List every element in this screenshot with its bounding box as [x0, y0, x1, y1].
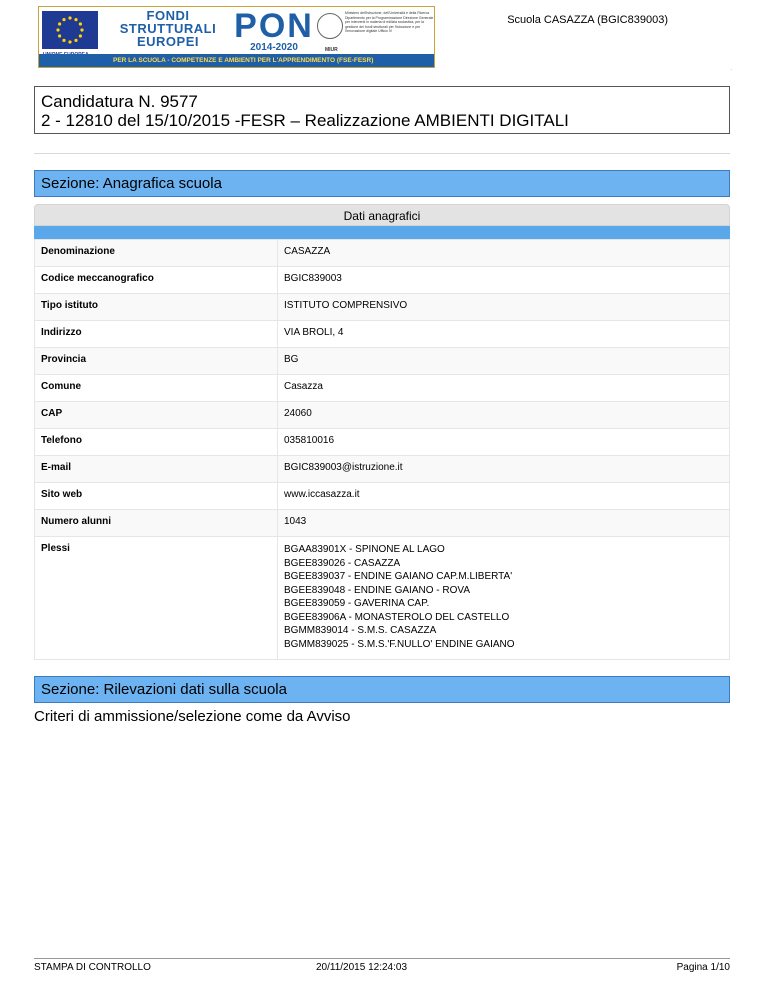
row-value: ISTITUTO COMPRENSIVO: [278, 294, 730, 321]
plesso-item: BGEE83906A - MONASTEROLO DEL CASTELLO: [284, 611, 510, 623]
anagrafica-table: [34, 204, 730, 660]
table-row: [35, 240, 730, 267]
header-dot: .: [730, 66, 732, 72]
footer-print-label: STAMPA DI CONTROLLO: [34, 962, 151, 973]
pon-logo: [219, 9, 329, 53]
row-label: Numero alunni: [35, 510, 278, 537]
row-label: Indirizzo: [35, 321, 278, 348]
banner-strip: PER LA SCUOLA - COMPETENZE E AMBIENTI PER L'APPRENDIMENTO (FSE-FESR): [39, 54, 434, 67]
title-line-2: 2 - 12810 del 15/10/2015 -FESR – Realizzazione AMBIENTI DIGITALI: [41, 111, 569, 130]
footer-page-number: Pagina 1/10: [676, 962, 730, 973]
table-row: [35, 321, 730, 348]
table-row: [35, 483, 730, 510]
row-value: VIA BROLI, 4: [278, 321, 730, 348]
row-label: Tipo istituto: [35, 294, 278, 321]
plesso-item: BGEE839048 - ENDINE GAIANO - ROVA: [284, 584, 470, 596]
row-label: Telefono: [35, 429, 278, 456]
pon-banner-logo: [38, 6, 435, 68]
row-value: BG: [278, 348, 730, 375]
miur-label: MIUR: [325, 47, 338, 53]
candidatura-title-box: [34, 86, 730, 134]
table-row: [35, 294, 730, 321]
table-row: [35, 510, 730, 537]
table-row: [35, 267, 730, 294]
row-label: Provincia: [35, 348, 278, 375]
fondi-strutturali-text: FONDI STRUTTURALI EUROPEI: [119, 8, 217, 49]
row-label: Denominazione: [35, 240, 278, 267]
row-label: Comune: [35, 375, 278, 402]
row-value: BGIC839003: [278, 267, 730, 294]
table-row: [35, 456, 730, 483]
section-header-rilevazioni: Sezione: Rilevazioni dati sulla scuola: [34, 676, 730, 703]
footer-timestamp: 20/11/2015 12:24:03: [316, 962, 408, 973]
table-row: [35, 348, 730, 375]
criteria-text: Criteri di ammissione/selezione come da Avviso: [34, 708, 351, 725]
row-label: CAP: [35, 402, 278, 429]
row-value: CASAZZA: [278, 240, 730, 267]
table-row: [35, 375, 730, 402]
row-label: Plessi: [35, 537, 278, 660]
table-row: [35, 429, 730, 456]
row-value: 1043: [278, 510, 730, 537]
plesso-item: BGEE839059 - GAVERINA CAP.: [284, 598, 430, 609]
plesso-item: BGAA83901X - SPINONE AL LAGO: [284, 544, 445, 555]
row-value: 24060: [278, 402, 730, 429]
table-caption: Dati anagrafici: [34, 204, 730, 226]
row-value: BGIC839003@istruzione.it: [278, 456, 730, 483]
ministry-text: Ministero dell'Istruzione, dell'Università e della Ricerca Dipartimento per la Programmazione Direzione Generale per interventi in materia di edilizia scolastica, per la gestione dei fondi strutturali per l'istruzione e per l'innovazione digitale Ufficio IV: [345, 11, 434, 33]
row-label: Codice meccanografico: [35, 267, 278, 294]
pon-text: PON: [234, 7, 314, 45]
row-label: E-mail: [35, 456, 278, 483]
table-row: [35, 402, 730, 429]
row-value: www.iccasazza.it: [278, 483, 730, 510]
table-row-plessi: [35, 537, 730, 660]
plesso-item: BGEE839037 - ENDINE GAIANO CAP.M.LIBERTA': [284, 571, 513, 582]
section-header-anagrafica: Sezione: Anagrafica scuola: [34, 170, 730, 197]
footer-divider: [34, 958, 730, 959]
plesso-item: BGMM839025 - S.M.S.'F.NULLO' ENDINE GAIANO: [284, 638, 515, 650]
plesso-item: BGEE839026 - CASAZZA: [284, 557, 401, 569]
pon-years: 2014-2020: [250, 42, 298, 53]
row-value: 035810016: [278, 429, 730, 456]
table-header-bar: [34, 226, 730, 239]
row-label: Sito web: [35, 483, 278, 510]
eu-flag-icon: [42, 11, 98, 49]
title-line-1: Candidatura N. 9577: [41, 92, 198, 111]
row-value: Casazza: [278, 375, 730, 402]
italian-emblem-icon: [317, 13, 343, 39]
divider: [34, 153, 730, 154]
plessi-list: [278, 537, 730, 660]
anagrafica-data-table: [34, 239, 730, 660]
header-school-name: Scuola CASAZZA (BGIC839003): [507, 14, 668, 26]
plesso-item: BGMM839014 - S.M.S. CASAZZA: [284, 625, 437, 636]
